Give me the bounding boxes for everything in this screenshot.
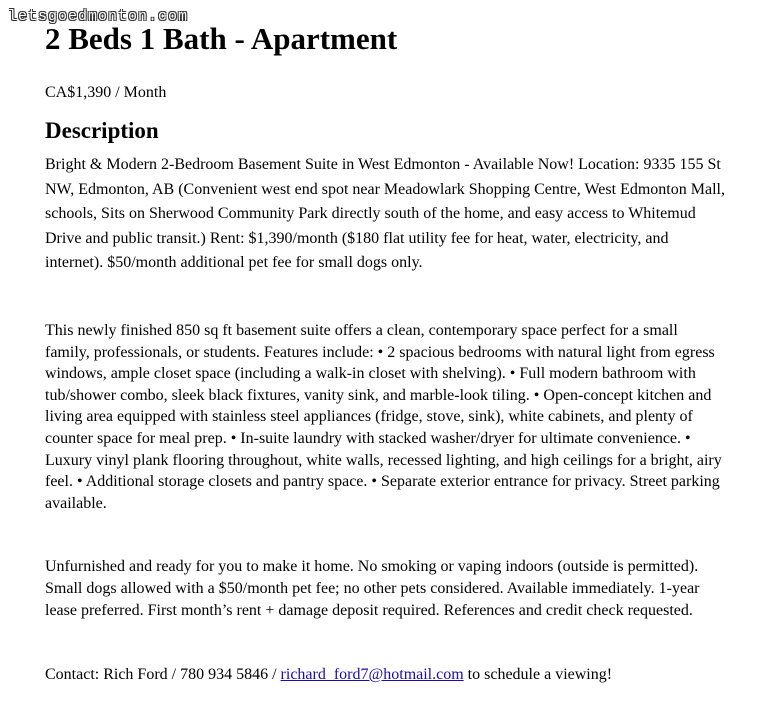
listing-content [45, 0, 725, 686]
description-paragraph-terms: Unfurnished and ready for you to make it home. No smoking or vaping indoors (outside is permitted). Small dogs allowed with a $50/month pet fee; no other pets considered. Available immediately. 1-year lease preferred. First month’s rent + damage deposit required. References and credit check requested. [45, 558, 700, 619]
description-paragraph-location: Bright & Modern 2-Bedroom Basement Suite in West Edmonton - Available Now! Location: 9335 155 St NW, Edmonton, AB (Convenient west end spot near Meadowlark Shopping Centre, West Edmonton Mall, schools, Sits on Sherwood Community Park directly south of the home, and easy access to Whitemud Drive and public transit.) Rent: $1,390/month ($180 flat utility fee for heat, water, electricity, and internet). $50/month additional pet fee for small dogs only. [45, 156, 725, 272]
site-watermark: letsgoedmonton.com [8, 8, 189, 25]
description-heading: Description [45, 118, 159, 143]
listing-price: CA$1,390 / Month [45, 84, 167, 101]
listing-title: 2 Beds 1 Bath - Apartment [45, 21, 398, 56]
description-paragraph-features: This newly finished 850 sq ft basement suite offers a clean, contemporary space perfect for a small family, professionals, or students. Features include: • 2 spacious bedrooms with natural light from egress windows, ample closet space (including a walk-in closet with shelving). • Full modern bathroom with tub/shower combo, sleek black fixtures, vanity sink, and marble-look tiling. • Open-concept kitchen and living area equipped with stainless steel appliances (fridge, stove, sink), white cabinets, and plenty of counter space for meal prep. • In-suite laundry with stacked washer/dryer for ultimate convenience. • Luxury vinyl plank flooring throughout, white walls, recessed lighting, and high ceilings for a bright, airy feel. • Additional storage closets and pantry space. • Separate exterior entrance for privacy. Street parking available. [45, 321, 722, 512]
contact-line [45, 664, 725, 686]
contact-email-link[interactable]: richard_ford7@hotmail.com [280, 666, 464, 684]
contact-prefix: Contact: Rich Ford / 780 934 5846 / [45, 666, 281, 684]
contact-suffix: to schedule a viewing! [463, 666, 613, 684]
